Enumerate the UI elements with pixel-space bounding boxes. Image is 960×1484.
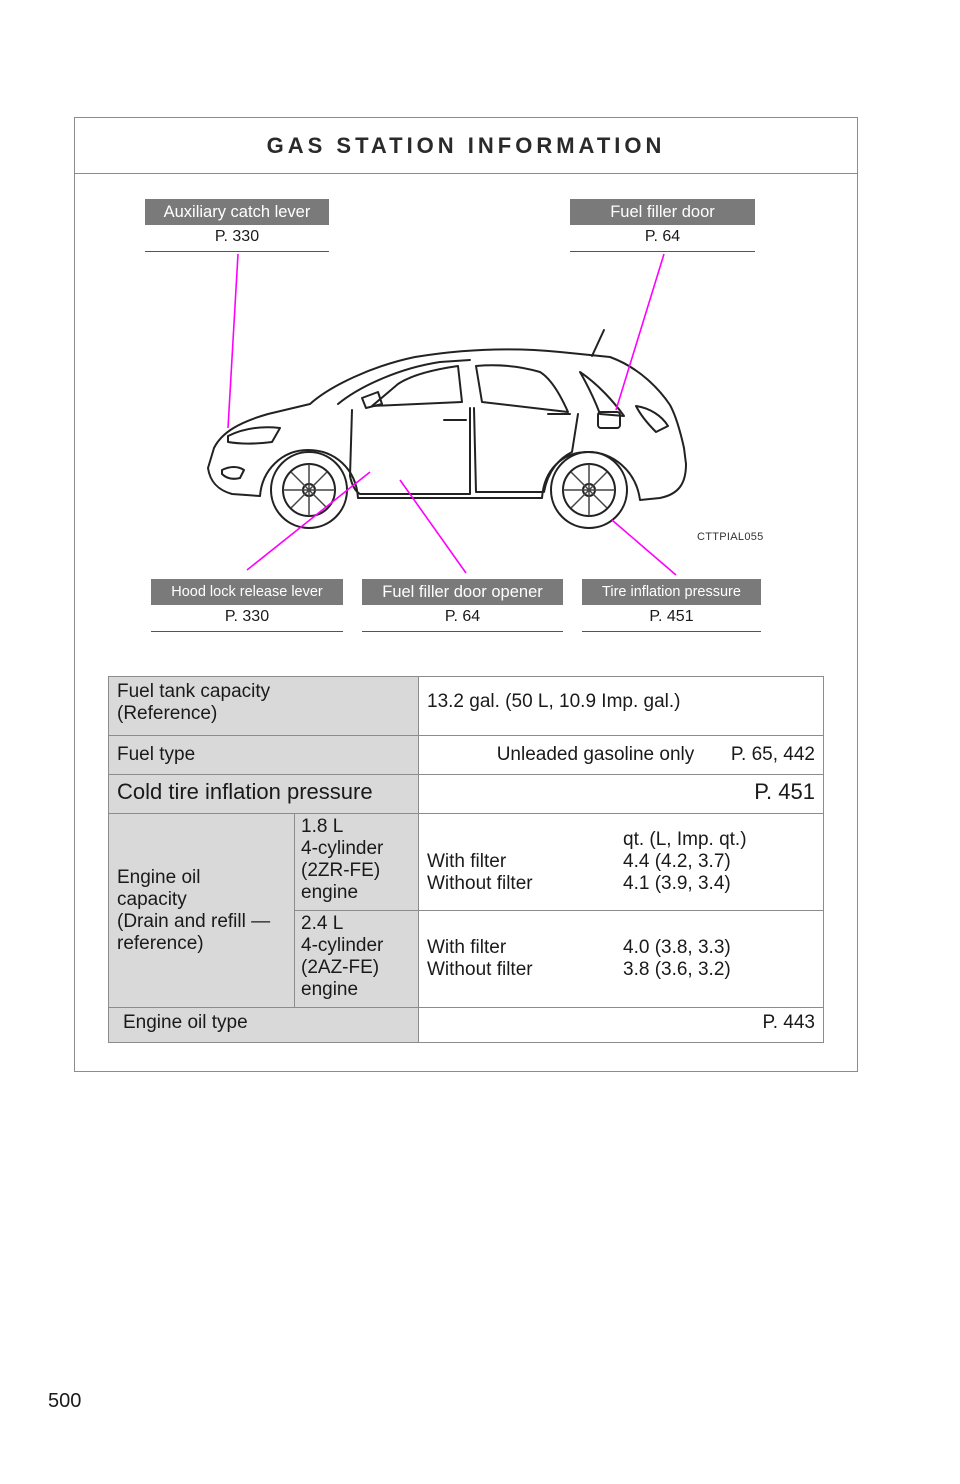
oil-type-page-ref[interactable]: P. 443 [419, 1008, 824, 1043]
row-engine-oil-type [109, 1008, 824, 1043]
unit-header: qt. (L, Imp. qt.) [623, 829, 747, 850]
callout-label: Fuel filler door opener [362, 579, 563, 605]
fuel-type-label: Fuel type [109, 736, 419, 775]
callout-label: Fuel filler door [570, 199, 755, 225]
page-number: 500 [48, 1390, 82, 1412]
engine-oil-label: Engine oil capacity (Drain and refill — reference) [109, 814, 295, 1008]
engine-24-label: 2.4 L 4-cylinder (2AZ-FE) engine [295, 911, 419, 1008]
car-side-view-illustration [0, 0, 960, 680]
spec-table [108, 676, 824, 1043]
callout-page-ref[interactable]: P. 64 [362, 605, 563, 632]
callout-page-ref[interactable]: P. 330 [151, 605, 343, 632]
oil-type-label: Engine oil type [109, 1008, 419, 1043]
callout-page-ref[interactable]: P. 451 [582, 605, 761, 632]
callout-page-ref[interactable]: P. 64 [570, 225, 755, 252]
row-fuel-type [109, 736, 824, 775]
row-fuel-tank [109, 677, 824, 736]
callout-label: Hood lock release lever [151, 579, 343, 605]
page-title: GAS STATION INFORMATION [266, 132, 666, 158]
fuel-type-value: Unleaded gasoline only P. 65, 442 [419, 736, 824, 775]
fuel-tank-value: 13.2 gal. (50 L, 10.9 Imp. gal.) [419, 677, 824, 736]
fuel-tank-label: Fuel tank capacity (Reference) [109, 677, 419, 736]
engine-18-label: 1.8 L 4-cylinder (2ZR-FE) engine [295, 814, 419, 911]
row-cold-tire-pressure [109, 775, 824, 814]
engine-24-capacity: With filter 4.0 (3.8, 3.3) Without filter 3.8 (3.6, 3.2) [419, 911, 824, 1008]
cold-tire-label: Cold tire inflation pressure [109, 775, 419, 814]
row-engine-oil-18 [109, 814, 824, 911]
callout-label: Tire inflation pressure [582, 579, 761, 605]
fuel-type-page-ref[interactable]: P. 65, 442 [730, 744, 815, 765]
engine-18-capacity: qt. (L, Imp. qt.) With filter 4.4 (4.2, 3.7) Without filter 4.1 (3.9, 3.4) [419, 814, 824, 911]
image-code: CTTPIAL055 [697, 531, 764, 543]
callout-label: Auxiliary catch lever [145, 199, 329, 225]
cold-tire-page-ref[interactable]: P. 451 [419, 775, 824, 814]
callout-page-ref[interactable]: P. 330 [145, 225, 329, 252]
